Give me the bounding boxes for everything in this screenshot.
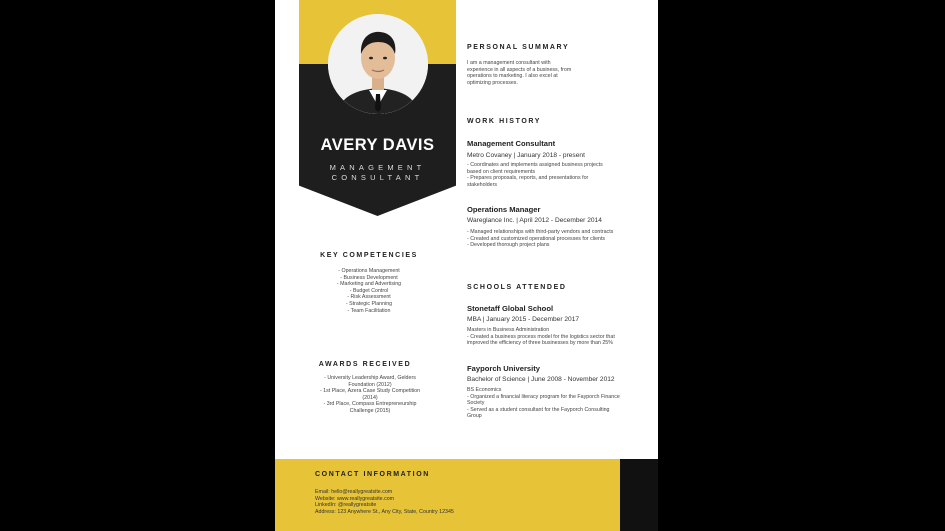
job-bullet: stakeholders (467, 181, 498, 188)
award-line: - University Leadership Award, Gelders (324, 375, 416, 381)
school-line: Group (467, 413, 482, 420)
contact-heading: CONTACT INFORMATION (315, 471, 430, 478)
school-line: - Organized a financial literacy program for the Fayporch Finance (467, 393, 620, 400)
school-meta: Bachelor of Science | June 2008 - November 2012 (467, 376, 615, 383)
profile-photo (328, 14, 428, 114)
job-title: Management Consultant (467, 139, 556, 148)
job-bullet: - Coordinates and implements assigned business projects (467, 162, 603, 168)
award-line: Foundation (2012) (348, 381, 392, 388)
school-description (467, 387, 652, 420)
summary-line: I am a management consultant with (467, 60, 551, 66)
resume-page (275, 0, 658, 531)
competency-item: - Strategic Planning (345, 300, 393, 307)
competency-item: - Risk Assessment (347, 294, 391, 301)
contact-section (275, 459, 620, 531)
job-bullet: - Developed thorough project plans (467, 242, 550, 249)
job-bullet: - Prepares proposals, reports, and presentations for (467, 175, 589, 182)
contact-email: Email: hello@reallygreatsite.com (315, 489, 393, 495)
contact-linkedin: LinkedIn: @reallygreatsite (315, 502, 377, 509)
title-line-1: MANAGEMENT (329, 163, 426, 172)
summary-line: experience in all aspects of a business, from (467, 66, 572, 73)
candidate-name: AVERY DAVIS (320, 136, 435, 154)
personal-summary-heading: PERSONAL SUMMARY (467, 44, 570, 51)
contact-address: Address: 123 Anywhere St., Any City, State, Country 12345 (315, 508, 454, 515)
job-meta: Metro Covaney | January 2018 - present (467, 152, 585, 159)
award-line: (2014) (362, 394, 378, 401)
summary-line: optimizing processes. (467, 79, 518, 86)
job-description (467, 162, 652, 188)
school-line: improved the efficiency of three businesses by more than 25% (467, 340, 613, 347)
competencies-list (299, 268, 439, 314)
competency-item: - Marketing and Advertising (336, 281, 402, 288)
school-line: - Served as a student consultant for the Fayporch Consulting (467, 406, 610, 413)
job-title: Operations Manager (467, 205, 541, 214)
school-name: Stonetaff Global School (467, 304, 554, 313)
job-bullet: - Managed relationships with third-party vendors and contracts (467, 229, 614, 235)
competency-item: - Business Development (340, 274, 398, 281)
school-line: BS Economics (467, 387, 502, 393)
work-history-heading: WORK HISTORY (467, 118, 542, 125)
award-line: Challenge (2015) (349, 407, 391, 414)
personal-summary-text (467, 60, 647, 86)
job-bullet: - Created and customized operational processes for clients (467, 235, 606, 242)
award-line: - 1st Place, Azera Case Study Competition (319, 388, 421, 395)
school-line: Masters in Business Administration (467, 327, 550, 333)
competencies-heading: KEY COMPETENCIES (320, 252, 418, 259)
schools-heading: SCHOOLS ATTENDED (467, 284, 567, 291)
job-description (467, 229, 652, 249)
school-line: - Created a business process model for the logistics sector that (467, 333, 615, 340)
contact-lines (315, 489, 454, 515)
competency-item: - Team Facilitation (347, 307, 391, 314)
school-meta: MBA | January 2015 - December 2017 (467, 316, 580, 323)
title-line-2: CONSULTANT (331, 173, 424, 182)
contact-accent-block (620, 459, 658, 531)
competency-item: - Budget Control (349, 287, 389, 294)
school-name: Fayporch University (467, 364, 541, 373)
competency-item: - Operations Management (338, 268, 400, 274)
school-description (467, 327, 652, 347)
candidate-title (299, 163, 456, 183)
summary-line: operations to marketing. I also excel at (467, 73, 558, 80)
award-line: - 3rd Place, Compass Entrepreneurship (323, 401, 417, 408)
awards-heading: AWARDS RECEIVED (318, 361, 412, 368)
contact-website: Website: www.reallygreatsite.com (315, 495, 395, 502)
school-line: Society (467, 400, 485, 407)
job-bullet: based on client requirements (467, 168, 536, 175)
awards-list (295, 375, 445, 415)
job-meta: Wareglance Inc. | April 2012 - December 2014 (467, 217, 602, 224)
